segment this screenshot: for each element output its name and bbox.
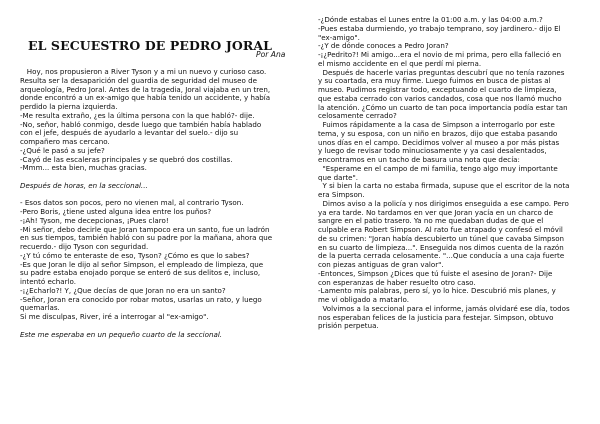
text-line: -Lamento mis palabras, pero sí, yo lo hice. Descubrió mis planes, y — [318, 286, 556, 296]
text-line: -¡Ah! Tyson, me decepcionas, ¡Pues claro! — [20, 215, 169, 225]
text-line: su padre estaba enojado porque se enteró de sus delitos e, incluso, — [20, 268, 261, 278]
text-line: -Me resulta extraño, ¿es la última persona con la que habló?- dije. — [20, 110, 255, 120]
text-line: Volvimos a la seccional para el informe, jamás olvidaré ese día, todos — [318, 303, 570, 313]
text-line: y luego de revisar todo minuciosamente y ya casi desalentados, — [318, 146, 547, 156]
text-line: y su coartada, era muy firme. Luego fuimos en busca de pistas al — [318, 76, 551, 86]
text-line: que estaba cerrado con varios candados, cosa que nos llamó mucho — [318, 93, 562, 103]
section-heading: Después de horas, en la seccional... — [20, 180, 148, 190]
text-line: arqueología, Pedro Joral. Antes de la tragedia, Joral viajaba en un tren, — [20, 84, 271, 94]
text-line: -Mmm... esta bien, muchas gracias. — [20, 163, 147, 173]
closing-line: Este me esperaba en un pequeño cuarto de la seccional. — [20, 329, 223, 339]
text-line: la atención. ¿Cómo un cuarto de tan poca importancia podía estar tan — [318, 102, 568, 112]
text-line: - Esos datos son pocos, pero no vienen mal, al contrario Tyson. — [20, 198, 244, 208]
text-line: con esperanzas de haber resuelto otro caso. — [318, 277, 476, 287]
text-line: quemarlas. — [20, 303, 60, 313]
text-line: con el jefe, después de ayudarlo a levantar del suelo.- dijo su — [20, 128, 239, 138]
text-line: compañero mas cercano. — [20, 137, 110, 146]
text-line: con piezas antiguas de gran valor". — [318, 260, 444, 269]
text-line: Dimos aviso a la policía y nos dirigimos enseguida a ese campo. Pero — [318, 198, 569, 208]
text-line: en sus tiempos, también habló con su padre por la mañana, ahora que — [20, 233, 273, 243]
text-line: me vi obligado a matarlo. — [318, 295, 410, 304]
text-line: encontramos en un tacho de basura una nota que decía: — [318, 155, 520, 164]
text-line: -¿Qué le pasó a su jefe? — [20, 145, 105, 155]
text-line: -¿Y de dónde conoces a Pedro Joran? — [318, 41, 449, 51]
text-line: -¿Dónde estabas el Lunes entre la 01:00 a.m. y las 04:00 a.m.? — [318, 15, 543, 24]
text-line: perdido la pierna izquierda. — [20, 102, 118, 111]
text-line: de la puerta cerrada celosamente. "...Que conducía a una caja fuerte — [318, 251, 565, 261]
dialogue-block-3 — [318, 16, 594, 331]
left-column-body — [20, 68, 296, 339]
text-line: Si me disculpas, River, iré a interrogar al "ex-amigo". — [20, 312, 209, 321]
text-line: -Pero Boris, ¿tiene usted alguna idea entre los puños? — [20, 207, 212, 216]
text-line: recuerdo.- dijo Tyson con seguridad. — [20, 242, 149, 251]
text-line: unos días en el campo. Decidimos volver al museo a por más pistas — [318, 137, 560, 147]
text-line: Hoy, nos propusieron a River Tyson y a mi un nuevo y curioso caso. — [20, 67, 267, 76]
dialogue-block-1 — [20, 112, 296, 173]
text-line: museo. Pudimos registrar todo, exceptuando el cuarto de limpieza, — [318, 85, 557, 94]
text-line: -¡¿Pedrito?! Mi amigo...era el novio de mi prima, pero ella falleció en — [318, 50, 562, 59]
text-line: -¡¿Echarlo?! Y, ¿Que decías de que Joran no era un santo? — [20, 285, 226, 295]
text-line: el mismo accidente en el que perdí mi pierna. — [318, 58, 482, 68]
intro-paragraph — [20, 68, 296, 112]
text-line: era Simpson. — [318, 190, 365, 199]
text-line: donde encontró a un ex-amigo que había tenido un accidente, y había — [20, 93, 271, 103]
text-line: -No, señor, habló conmigo, desde luego que también había hablado — [20, 119, 262, 129]
text-line: ya era tarde. No tardamos en ver que Joran yacía en un charco de — [318, 207, 554, 217]
text-line: tema, y su esposa, con un niño en brazos, dijo que estaba pasando — [318, 128, 558, 138]
text-line: intentó echarlo. — [20, 277, 76, 286]
right-column-body — [318, 16, 594, 331]
text-line: prisión perpetua. — [318, 321, 379, 331]
text-line: -Mi señor, debo decirle que Joran tampoco era un santo, fue un ladrón — [20, 224, 270, 234]
text-line: -¿Y tú cómo te enteraste de eso, Tyson? ¿Cómo es que lo sabes? — [20, 250, 250, 260]
story-author: Por Ana — [256, 50, 286, 59]
text-line: -Entonces, Simpson ¿Dices que tú fuiste el asesino de Joran?- Dije — [318, 268, 553, 278]
text-line: celosamente cerrado? — [318, 111, 397, 121]
text-line: que darte". — [318, 172, 359, 182]
text-line: en su cuarto de limpieza...". Enseguida nos dimos cuenta de la razón — [318, 242, 564, 252]
text-line: Después de hacerle varias preguntas descubrí que no tenía razones — [318, 67, 565, 77]
text-line: Y si bien la carta no estaba firmada, supuse que el escritor de la nota — [318, 181, 570, 191]
text-line: nos esperaban felices de la justicia para festejar. Simpson, obtuvo — [318, 312, 554, 322]
text-line: Resulta ser la desaparición del guardia de seguridad del museo de — [20, 75, 257, 85]
text-line: "ex-amigo". — [318, 32, 360, 42]
text-line: -Pues estaba durmiendo, yo trabajo temprano, soy jardinero.- dijo El — [318, 23, 561, 33]
text-line: Fuimos rápidamente a la casa de Simpson a interrogarlo por este — [318, 120, 555, 129]
dialogue-block-2 — [20, 199, 296, 322]
text-line: -Cayó de las escaleras principales y se quebró dos costillas. — [20, 154, 233, 164]
text-line: -Señor, Joran era conocido por robar motos, usarlas un rato, y luego — [20, 294, 262, 304]
story-title: EL SECUESTRO DE PEDRO JORAL — [27, 38, 273, 53]
text-line: de su crimen: "Joran había descubierto un túnel que cavaba Simpson — [318, 233, 565, 243]
text-line: sangre en el patio trasero. Ya no me quedaban dudas de que el — [318, 216, 544, 226]
text-line: culpable era Robert Simpson. Al rato fue atrapado y confesó el móvil — [318, 225, 563, 234]
text-line: "Esperame en el campo de mi familia, tengo algo muy importante — [318, 163, 558, 173]
text-line: -Es que Joran le dijo al señor Simpson, el empleado de limpieza, que — [20, 259, 264, 269]
